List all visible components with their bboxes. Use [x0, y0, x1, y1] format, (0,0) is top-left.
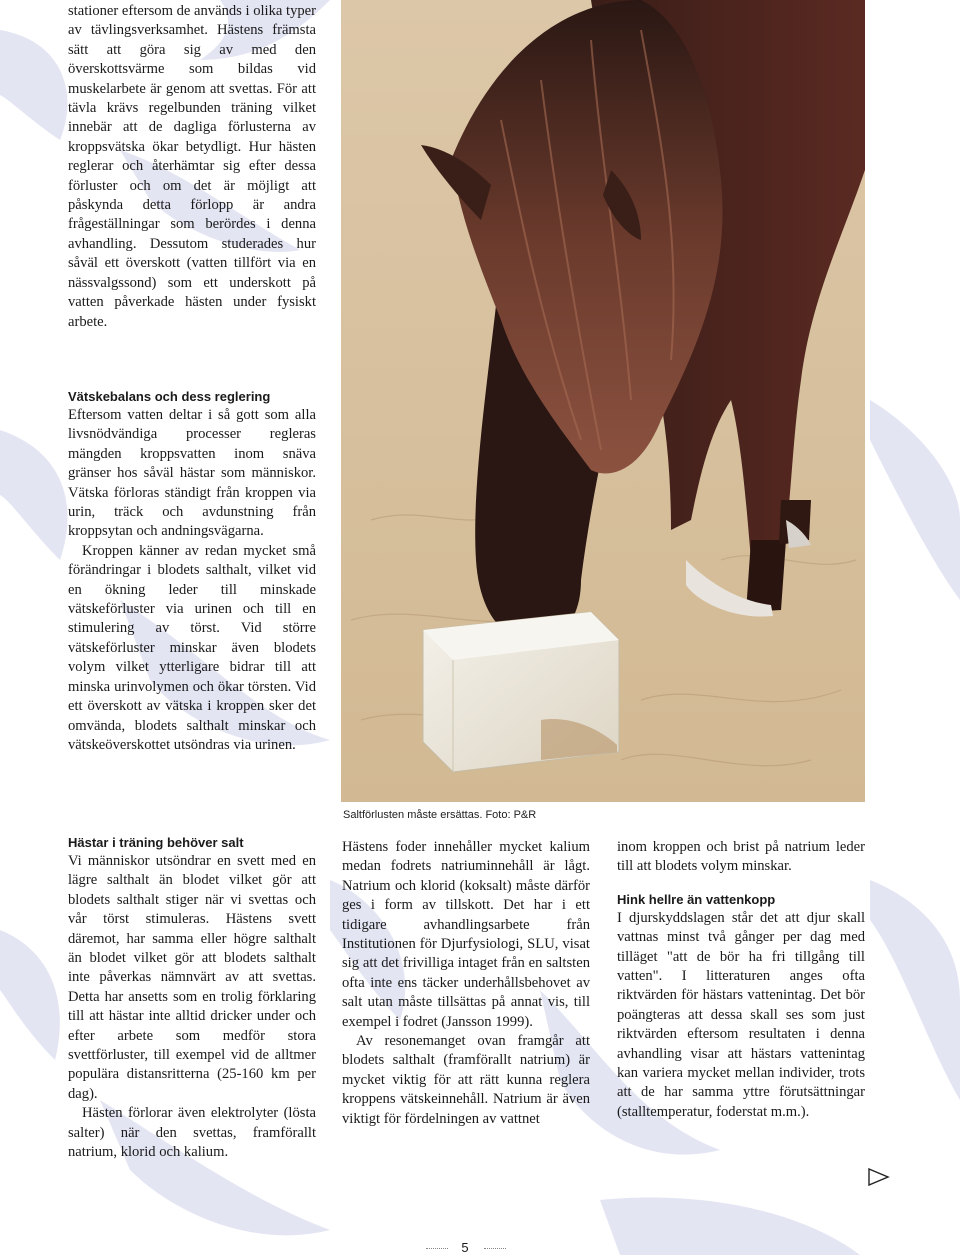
- article-column-left-middle: [68, 388, 316, 755]
- footer-rule-left: [426, 1248, 448, 1249]
- body-paragraph: I djurskyddslagen står det att djur skall vattnas minst två gånger per dag med tilläget "att de bör ha fri tillgång till vatten". I litteraturen anges ofta riktvärden för hästars vattenintag. Det bör poängteras att dessa skall ses som just riktvärden eftersom resultaten i denna avhandling visar att hästars vattenintag kan variera mycket mellan individer, trots att de har samma yttre förutsättningar (stalltemperatur, foderstat m.m.).: [617, 909, 865, 1120]
- body-paragraph: stationer eftersom de används i olika typer av tävlingsverksamhet. Hästens främsta sätt att göra sig av med den överskottsvärme som bildas vid muskelarbete är genom att svettas. För att tävla krävs regelbunden träning vilket innebär att de dagliga förlusterna av kroppsvätska ökar betydligt. Hur hästen reglerar och återhämtar sig efter dessa förluster och om det är möjligt att påskynda detta förlopp är andra frågeställningar som berördes i denna avhandling. Dessutom studerades hur såväl ett överskott (vatten tillfört via en nässvalgssond) som ett underskott på vatten påverkade hästen under fysiskt arbete.: [68, 3, 317, 330]
- section-heading-fluid-balance: Vätskebalans och dess reglering: [68, 389, 271, 404]
- section-heading-bucket: Hink hellre än vattenkopp: [617, 891, 776, 907]
- article-column-right: [617, 838, 865, 1122]
- horse-salt-block-photo: [341, 0, 865, 802]
- body-paragraph: Av resonemanget ovan framgår att blodets salthalt (framförallt natrium) är mycket viktig för att rätt kunna reglera kroppens vätskeinnehåll. Natrium är även viktigt för fördelningen av vattnet: [342, 1033, 590, 1127]
- section-heading-salt: Hästar i träning behöver salt: [68, 835, 244, 850]
- page-number: 5: [461, 1240, 469, 1255]
- article-column-left-bottom: [68, 834, 316, 1163]
- body-paragraph: Vi människor utsöndrar en svett med en lägre salthalt än blodet vilket gör att blodets salthalt stiger när vi svettas och vår törst stimuleras. Hästens svett däremot, har samma eller högre salthalt än blodet vilket gör att blodets salthalt inte påverkas nämnvärt av att svettas. Detta har ansetts som en trolig förklaring till att hästar inte alltid dricker under och efter arbete som medför stora svettförluster, till exempel vid de alltmer populära distansritterna (25-160 km per dag).: [68, 853, 316, 1102]
- next-page-arrow-icon: [868, 1168, 890, 1191]
- body-paragraph: Eftersom vatten deltar i så gott som alla livsnödvändiga processer regleras mängden kroppsvatten inom snäva gränser hos såväl hästar som människor. Vätska förloras ständigt från kroppen via urin, träck och avdunstning från kroppsytan och andningsvägarna.: [68, 407, 316, 540]
- article-column-left-top: [68, 2, 316, 332]
- photo-caption: Saltförlusten måste ersättas. Foto: P&R: [343, 809, 537, 821]
- body-paragraph: Kroppen känner av redan mycket små förändringar i blodets salthalt, vilket vid en ökning leder till minskade vätskeförluster via urinen och till en stimulering av törst. Vid större vätskeförluster minskar även blodets volym vilket ytterligare bidrar till att minska urinvolymen och ökar törsten. Vid ett överskott av vätska i kroppen sker det omvända, blodets salthalt minskar och vätskeöverskottet utsöndras via urinen.: [68, 542, 316, 753]
- footer-rule-right: [484, 1248, 506, 1249]
- article-column-middle: [342, 838, 590, 1129]
- body-paragraph: Hästen förlorar även elektrolyter (lösta salter) när den svettas, framförallt natrium, klorid och kalium.: [68, 1105, 316, 1161]
- body-paragraph: inom kroppen och brist på natrium leder till att blodets volym minskar.: [617, 839, 865, 875]
- body-paragraph: Hästens foder innehåller mycket kalium medan fodrets natriuminnehåll är lågt. Natrium och klorid (koksalt) måste därför ges i form av tillskott. Det har i ett tidigare avhandlingsarbete från Institutionen för Djurfysiologi, SLU, visat sig att det frivilliga intaget från en saltsten ofta inte ens täcker underhållsbehovet av salt utan måste tillsättas på annat vis, till exempel i fodret (Jansson 1999).: [342, 839, 590, 1030]
